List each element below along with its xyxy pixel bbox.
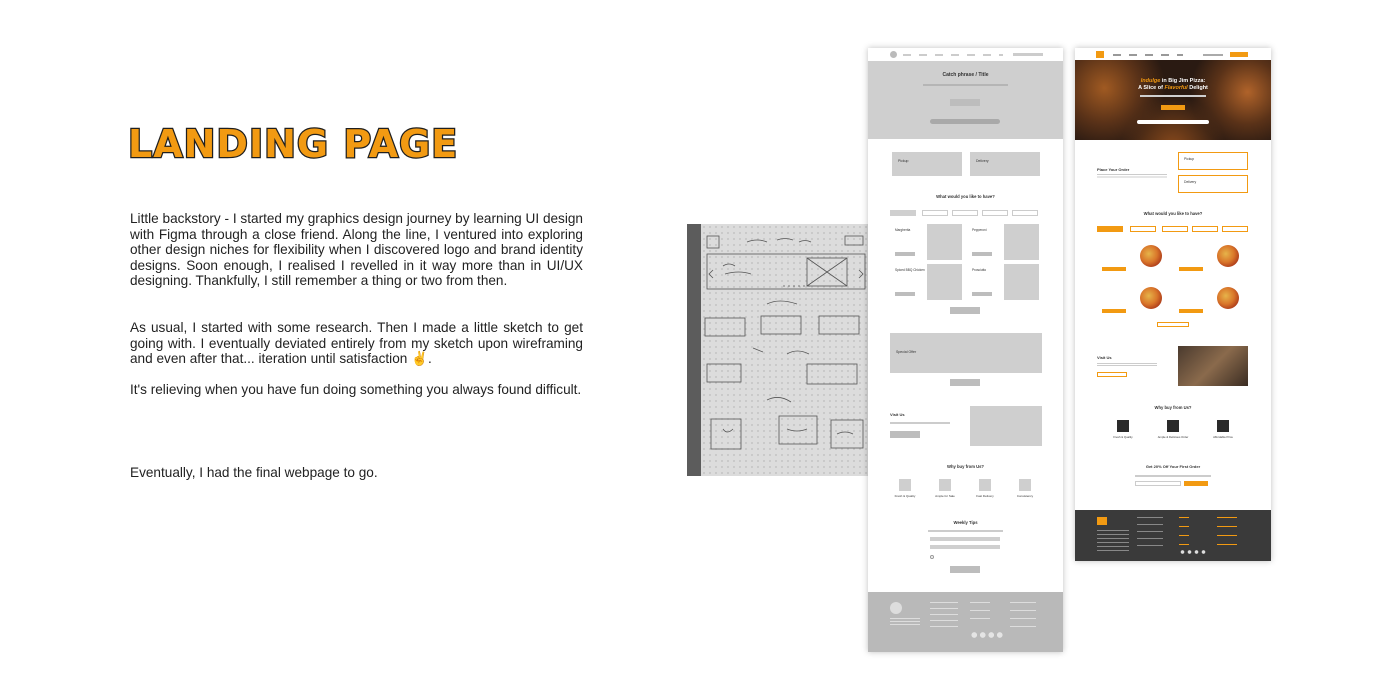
subscribe-button[interactable]	[950, 566, 980, 573]
pickup-label: Pickup	[898, 159, 909, 163]
add-to-cart-button[interactable]	[1102, 267, 1126, 271]
footer-about	[890, 618, 920, 626]
menu-tab[interactable]	[1012, 210, 1038, 216]
why-item-label: Ample & Delicious Order	[1157, 435, 1189, 439]
visit-us-text	[890, 422, 950, 424]
order-button[interactable]	[1230, 52, 1248, 57]
footer-about	[1097, 530, 1129, 552]
footer-links-2	[1217, 517, 1237, 545]
price-icon	[1217, 420, 1229, 432]
why-item-label: Affordable Price	[1213, 435, 1233, 439]
nav-actions	[1013, 53, 1043, 56]
menu-item-name: Margherita	[895, 228, 911, 232]
discount-heading: Get 20% Off Your First Order	[1145, 464, 1201, 469]
menu-tab[interactable]	[1162, 226, 1188, 232]
menu-item-image	[927, 224, 962, 260]
menu-tab-active[interactable]	[890, 210, 916, 216]
menu-item-name: Pepperoni	[972, 228, 987, 232]
menu-item-image	[1004, 224, 1039, 260]
pickup-label: Pickup	[1184, 157, 1195, 161]
hero-cta-button[interactable]	[1161, 105, 1185, 110]
view-more-button[interactable]	[950, 307, 980, 314]
fresh-icon	[1117, 420, 1129, 432]
pickup-card[interactable]	[1178, 152, 1248, 170]
hero-subtitle	[1140, 95, 1206, 97]
add-to-cart-button[interactable]	[972, 252, 992, 256]
delivery-label: Delivery	[976, 159, 989, 163]
subscribe-button[interactable]	[1184, 481, 1208, 486]
discount-text	[1135, 475, 1211, 477]
tips-options	[928, 530, 1003, 532]
pickup-card[interactable]	[892, 152, 962, 176]
nav-links	[903, 54, 1003, 56]
why-item-label: Fresh & Quality	[1113, 435, 1133, 439]
why-item-label: Consistency	[1016, 494, 1034, 498]
hero-subtitle	[923, 84, 1008, 86]
footer-logo	[890, 602, 902, 614]
sketch-photo	[687, 224, 881, 476]
footer-links	[970, 602, 990, 626]
menu-tab[interactable]	[952, 210, 978, 216]
hero-image	[1075, 60, 1271, 140]
sale-icon	[939, 479, 951, 491]
menu-tabs	[890, 210, 1040, 216]
visit-us-image	[970, 406, 1042, 446]
name-input[interactable]	[930, 537, 1000, 541]
consistency-icon	[1019, 479, 1031, 491]
menu-heading: What would you like to have?	[1143, 211, 1203, 216]
process-paragraph: As usual, I started with some research. Then I made a little sketch to get going with. I eventually deviated entirely from my sketch upon wireframing and even after that... iteration until satisfaction ✌️.	[130, 320, 583, 367]
add-to-cart-button[interactable]	[895, 252, 915, 256]
order-now-button[interactable]	[950, 379, 980, 386]
email-input[interactable]	[1135, 481, 1181, 486]
page-title: LANDING PAGE	[128, 122, 459, 166]
relief-paragraph: It's relieving when you have fun doing something you always found difficult.	[130, 382, 582, 397]
social-icons[interactable]	[1179, 550, 1207, 554]
wireframe-page	[868, 48, 1063, 652]
delivery-card[interactable]	[1178, 175, 1248, 193]
email-input[interactable]	[930, 545, 1000, 549]
delivery-label: Delivery	[1184, 180, 1197, 184]
menu-tab[interactable]	[1222, 226, 1248, 232]
directions-button[interactable]	[890, 431, 920, 438]
add-to-cart-button[interactable]	[1179, 309, 1203, 313]
closing-paragraph: Eventually, I had the final webpage to go.	[130, 465, 378, 480]
delivery-card[interactable]	[970, 152, 1040, 176]
footer-links	[1179, 517, 1189, 545]
menu-tab[interactable]	[1192, 226, 1218, 232]
view-more-button[interactable]	[1157, 322, 1189, 327]
visit-us-heading: Visit Us	[890, 412, 905, 417]
hero-search-input[interactable]	[930, 119, 1000, 124]
hero-title: Catch phrase / Title	[942, 72, 989, 78]
add-to-cart-button[interactable]	[972, 292, 992, 296]
pizza-image	[1217, 287, 1239, 309]
why-buy-heading: Why buy from Us?	[947, 464, 984, 469]
add-to-cart-button[interactable]	[1179, 267, 1203, 271]
weekly-tips-heading: Weekly Tips	[953, 520, 978, 525]
hero-search-input[interactable]	[1137, 120, 1209, 124]
restaurant-image	[1178, 346, 1248, 386]
wireframe-footer	[868, 592, 1063, 652]
menu-tab-active[interactable]	[1097, 226, 1123, 232]
menu-item-image	[1004, 264, 1039, 300]
hero-headline-2: A Slice of Flavorful Delight	[1138, 85, 1208, 91]
footer-contact	[930, 602, 958, 632]
why-item-label: Fresh & Quality	[894, 494, 916, 498]
directions-button[interactable]	[1097, 372, 1127, 377]
menu-item-name: Prosciutto	[972, 268, 987, 272]
why-buy-heading: Why buy from Us?	[1154, 405, 1192, 410]
fresh-icon	[899, 479, 911, 491]
why-item-label: Fast Delivery	[976, 494, 994, 498]
nav-actions	[1203, 54, 1223, 56]
consent-checkbox[interactable]	[930, 555, 934, 559]
logo-placeholder	[890, 51, 897, 58]
nav-links	[1113, 54, 1183, 56]
footer-logo	[1097, 517, 1107, 525]
add-to-cart-button[interactable]	[895, 292, 915, 296]
menu-item-image	[927, 264, 962, 300]
hero-headline-1: Indulge in Big Jim Pizza:	[1140, 78, 1206, 84]
menu-heading: What would you like to have?	[936, 194, 995, 199]
add-to-cart-button[interactable]	[1102, 309, 1126, 313]
menu-item-name: Spiced BBQ Chicken	[895, 268, 925, 272]
backstory-paragraph: Little backstory - I started my graphics design journey by learning UI design with Figma through a close friend. Along the line, I ventured into exploring other design niches for flexibility when I discovered logo and brand identity designs. Soon enough, I realised I revelled in it way more than in UI/UX designing. Thankfully, I still remember a thing or two from then.	[130, 211, 583, 289]
footer-contact	[1137, 517, 1163, 551]
pizza-image	[1140, 245, 1162, 267]
quality-icon	[1167, 420, 1179, 432]
place-order-text	[1097, 174, 1167, 178]
place-order-heading: Place Your Order	[1097, 167, 1130, 172]
footer-links-2	[1010, 602, 1036, 632]
special-offer-label: Special Offer	[896, 350, 917, 354]
final-page	[1075, 48, 1271, 561]
menu-tab[interactable]	[982, 210, 1008, 216]
visit-us-text	[1097, 363, 1157, 366]
brand-logo	[1096, 51, 1104, 58]
menu-tab[interactable]	[1130, 226, 1156, 232]
final-footer	[1075, 510, 1271, 561]
delivery-icon	[979, 479, 991, 491]
sketch-drawing	[687, 224, 881, 476]
pizza-image	[1217, 245, 1239, 267]
social-icons[interactable]	[970, 632, 1004, 638]
hero-cta-button[interactable]	[950, 99, 980, 106]
visit-us-heading: Visit Us	[1097, 355, 1112, 360]
why-item-label: Ample for Sale	[935, 494, 955, 498]
menu-tab[interactable]	[922, 210, 948, 216]
pizza-image	[1140, 287, 1162, 309]
